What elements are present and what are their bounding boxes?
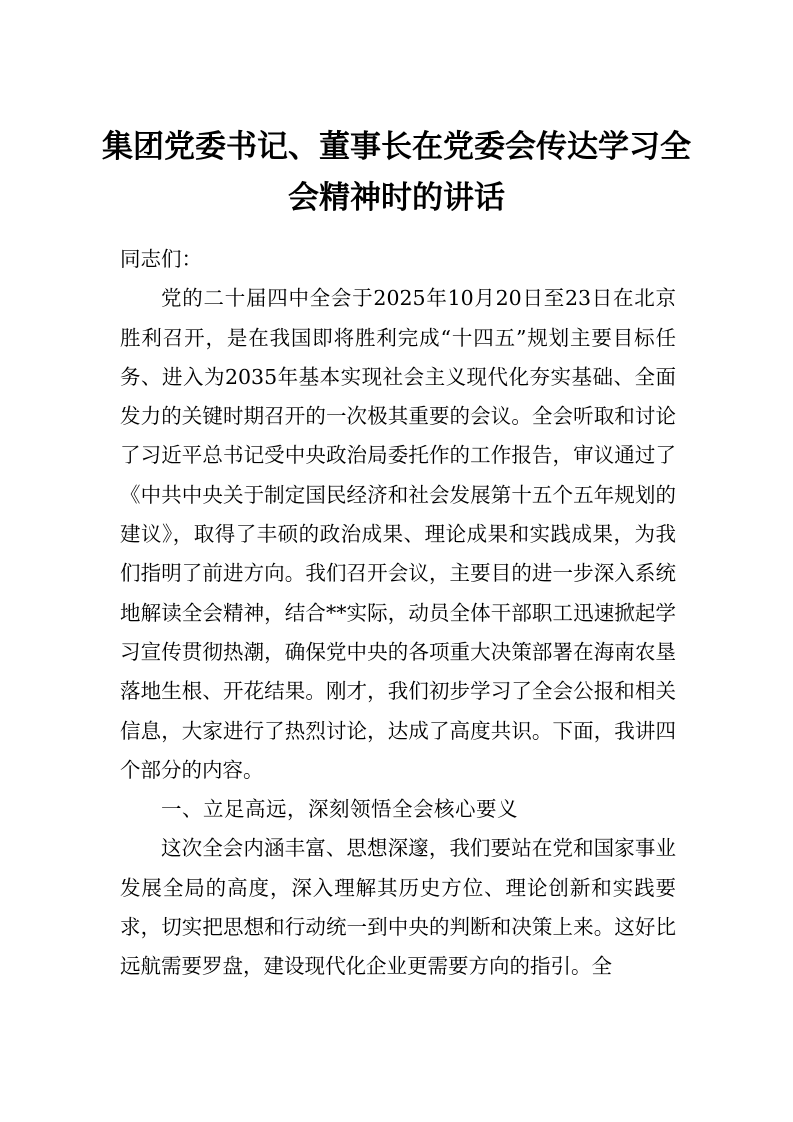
document-title: 集团党委书记、董事长在党委会传达学习全会精神时的讲话	[102, 129, 691, 216]
document-body	[120, 240, 676, 987]
body-paragraph: 党的二十届四中全会于2025年10月20日至23日在北京胜利召开，是在我国即将胜利完成“十四五”规划主要目标任务、进入为2035年基本实现社会主义现代化夯实基础、全面发力的关键时期召开的一次极其重要的会议。全会听取和讨论了习近平总书记受中央政治局委托作的工作报告，审议通过了《中共中央关于制定国民经济和社会发展第十五个五年规划的建议》，取得了丰硕的政治成果、理论成果和实践成果，为我们指明了前进方向。我们召开会议，主要目的进一步深入系统地解读全会精神，结合**实际，动员全体干部职工迅速掀起学习宣传贯彻热潮，确保党中央的各项重大决策部署在海南农垦落地生根、开花结果。刚才，我们初步学习了全会公报和相关信息，大家进行了热烈讨论，达成了高度共识。下面，我讲四个部分的内容。	[120, 286, 676, 782]
section-paragraph: 这次全会内涵丰富、思想深邃，我们要站在党和国家事业发展全局的高度，深入理解其历史方位、理论创新和实践要求，切实把思想和行动统一到中央的判断和决策上来。这好比远航需要罗盘，建设现代化企业更需要方向的指引。全	[120, 836, 676, 979]
salutation: 同志们：	[120, 247, 202, 271]
section-heading: 一、立足高远，深刻领悟全会核心要义	[161, 797, 518, 822]
